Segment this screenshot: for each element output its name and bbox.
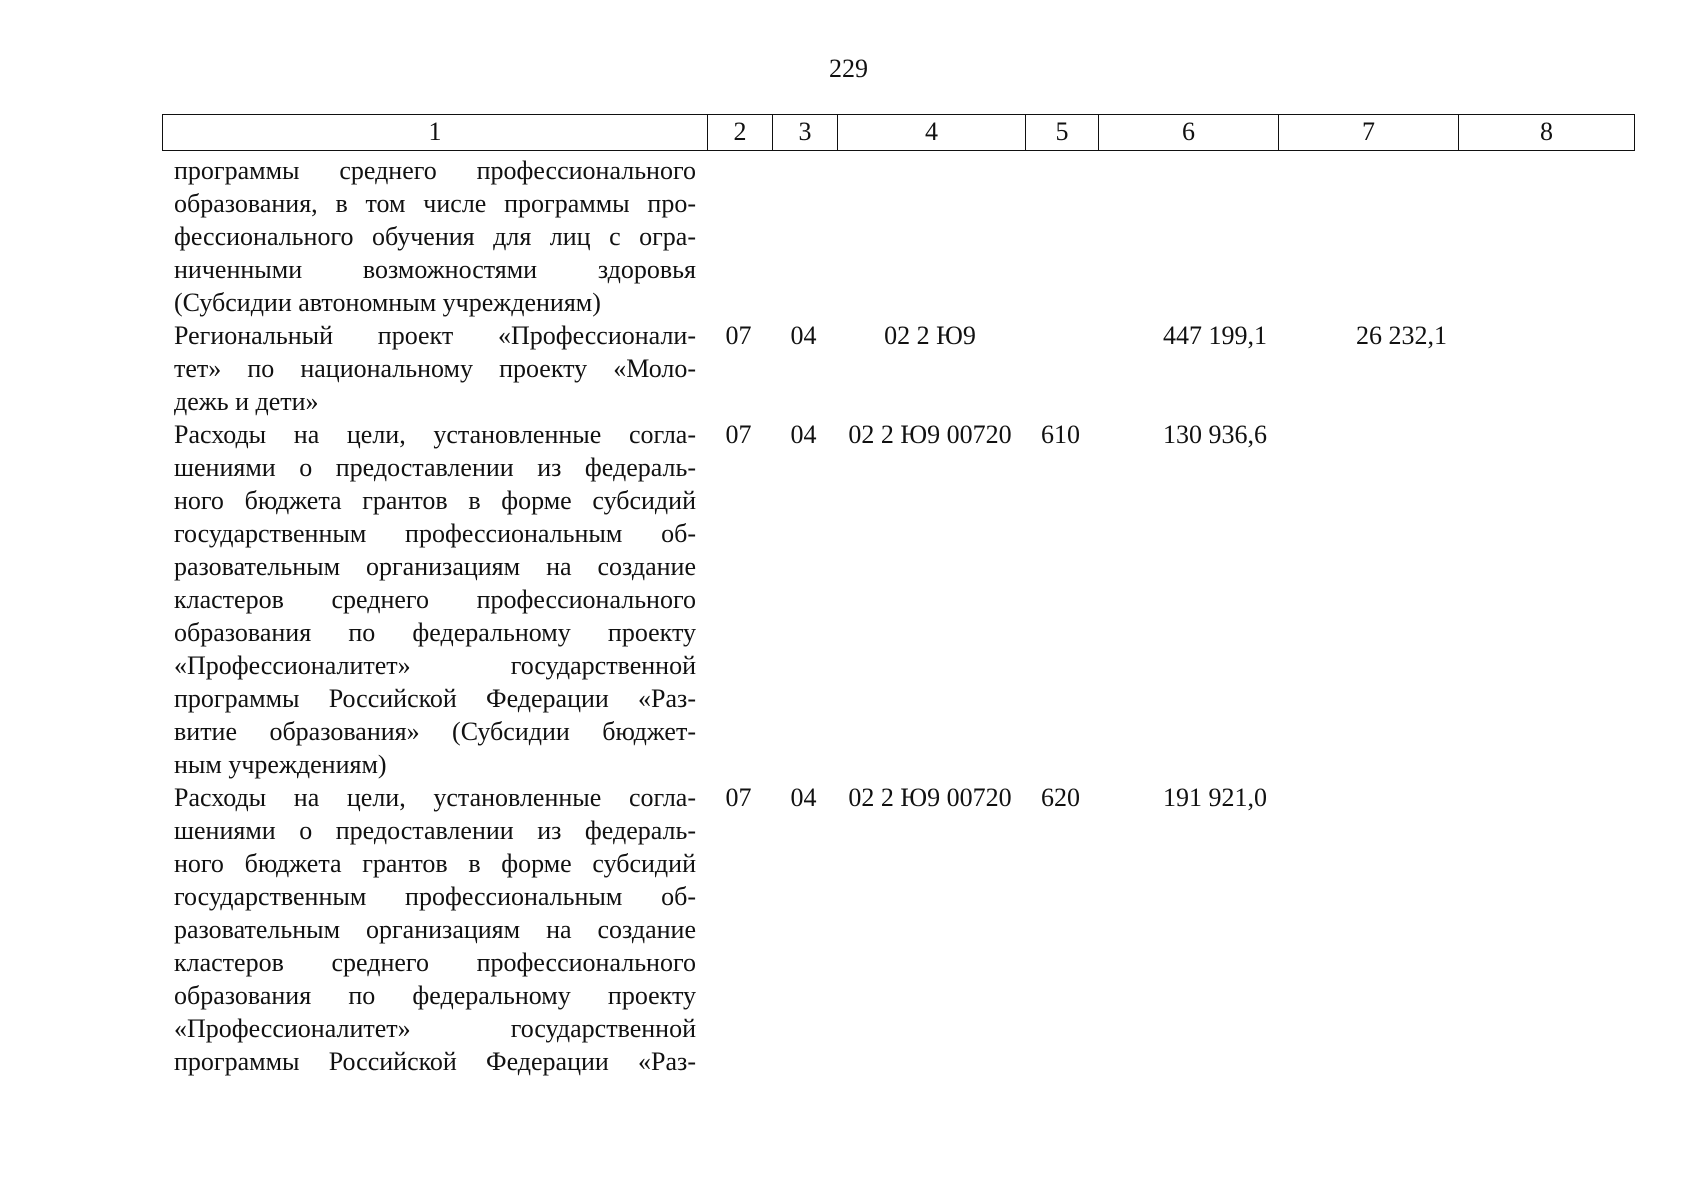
cell-amount-7: 26 232,1: [1356, 321, 1447, 350]
description-line: образования, в том числе программы про-: [174, 189, 696, 218]
cell-expense-type: 610: [1041, 420, 1080, 449]
description-line: ным учреждениям): [174, 750, 387, 779]
description-line: фессионального обучения для лиц с огра-: [174, 222, 696, 251]
table-row: [162, 319, 1635, 418]
cell-amount-8: [1457, 781, 1635, 814]
cell-expense-type: 620: [1041, 783, 1080, 812]
cell-section: 07: [725, 321, 752, 350]
description-line: образования по федеральному проекту: [174, 618, 696, 647]
cell-target-article: 02 2 Ю9 00720: [848, 420, 1012, 449]
row-description: [162, 154, 706, 319]
description-line: «Профессионалитет» государственной: [174, 1014, 696, 1043]
description-line: ного бюджета грантов в форме субсидий: [174, 486, 696, 515]
description-line: государственным профессиональным об-: [174, 882, 696, 911]
cell-amount-8: [1457, 418, 1635, 451]
cell-expense-type: [1024, 319, 1097, 352]
cell-section: 07: [725, 420, 752, 449]
header-col-7: 7: [1278, 115, 1458, 150]
header-col-6: 6: [1098, 115, 1278, 150]
row-description: [162, 418, 706, 781]
cell-expense-type: [1024, 154, 1097, 187]
cell-target-article: [836, 154, 1024, 187]
page-number: 229: [829, 54, 868, 83]
cell-target-article: 02 2 Ю9 00720: [848, 783, 1012, 812]
description-line: ниченными возможностями здоровья: [174, 255, 696, 284]
description-line: Расходы на цели, установленные согла-: [174, 783, 696, 812]
description-line: разовательным организациям на создание: [174, 552, 696, 581]
description-line: Расходы на цели, установленные согла-: [174, 420, 696, 449]
row-description: [162, 319, 706, 418]
header-col-4: 4: [837, 115, 1025, 150]
cell-subsection: [771, 154, 836, 187]
description-line: дежь и дети»: [174, 387, 319, 416]
cell-amount-6: 447 199,1: [1163, 321, 1267, 350]
header-col-3: 3: [772, 115, 837, 150]
description-line: шениями о предоставлении из федераль-: [174, 816, 696, 845]
description-line: Региональный проект «Профессионали-: [174, 321, 696, 350]
cell-amount-8: [1457, 154, 1635, 187]
description-line: программы среднего профессионального: [174, 156, 696, 185]
description-line: программы Российской Федерации «Раз-: [174, 684, 696, 713]
cell-amount-8: [1457, 319, 1635, 352]
description-line: кластеров среднего профессионального: [174, 585, 696, 614]
cell-amount-7: [1277, 418, 1457, 451]
cell-section: [706, 154, 771, 187]
description-line: шениями о предоставлении из федераль-: [174, 453, 696, 482]
description-line: тет» по национальному проекту «Моло-: [174, 354, 696, 383]
description-line: разовательным организациям на создание: [174, 915, 696, 944]
header-col-5: 5: [1025, 115, 1098, 150]
table-body: [162, 154, 1635, 1078]
description-line: «Профессионалитет» государственной: [174, 651, 696, 680]
description-line: программы Российской Федерации «Раз-: [174, 1047, 696, 1076]
cell-amount-7: [1277, 781, 1457, 814]
cell-subsection: 04: [790, 321, 817, 350]
description-line: государственным профессиональным об-: [174, 519, 696, 548]
header-col-1: 1: [428, 117, 442, 146]
header-col-8: 8: [1458, 115, 1634, 150]
description-line: кластеров среднего профессионального: [174, 948, 696, 977]
row-description: [162, 781, 706, 1078]
table-row: [162, 154, 1635, 319]
cell-subsection: 04: [790, 783, 817, 812]
description-line: (Субсидии автономным учреждениям): [174, 288, 601, 317]
cell-amount-6: [1097, 154, 1277, 187]
description-line: образования по федеральному проекту: [174, 981, 696, 1010]
description-line: витие образования» (Субсидии бюджет-: [174, 717, 696, 746]
cell-amount-7: [1277, 154, 1457, 187]
header-col-2: 2: [707, 115, 772, 150]
cell-target-article: 02 2 Ю9: [884, 321, 976, 350]
cell-section: 07: [725, 783, 752, 812]
description-line: ного бюджета грантов в форме субсидий: [174, 849, 696, 878]
table-row: [162, 781, 1635, 1078]
table-header: [162, 114, 1635, 151]
cell-subsection: 04: [790, 420, 817, 449]
table-row: [162, 418, 1635, 781]
cell-amount-6: 191 921,0: [1163, 783, 1267, 812]
cell-amount-6: 130 936,6: [1163, 420, 1267, 449]
